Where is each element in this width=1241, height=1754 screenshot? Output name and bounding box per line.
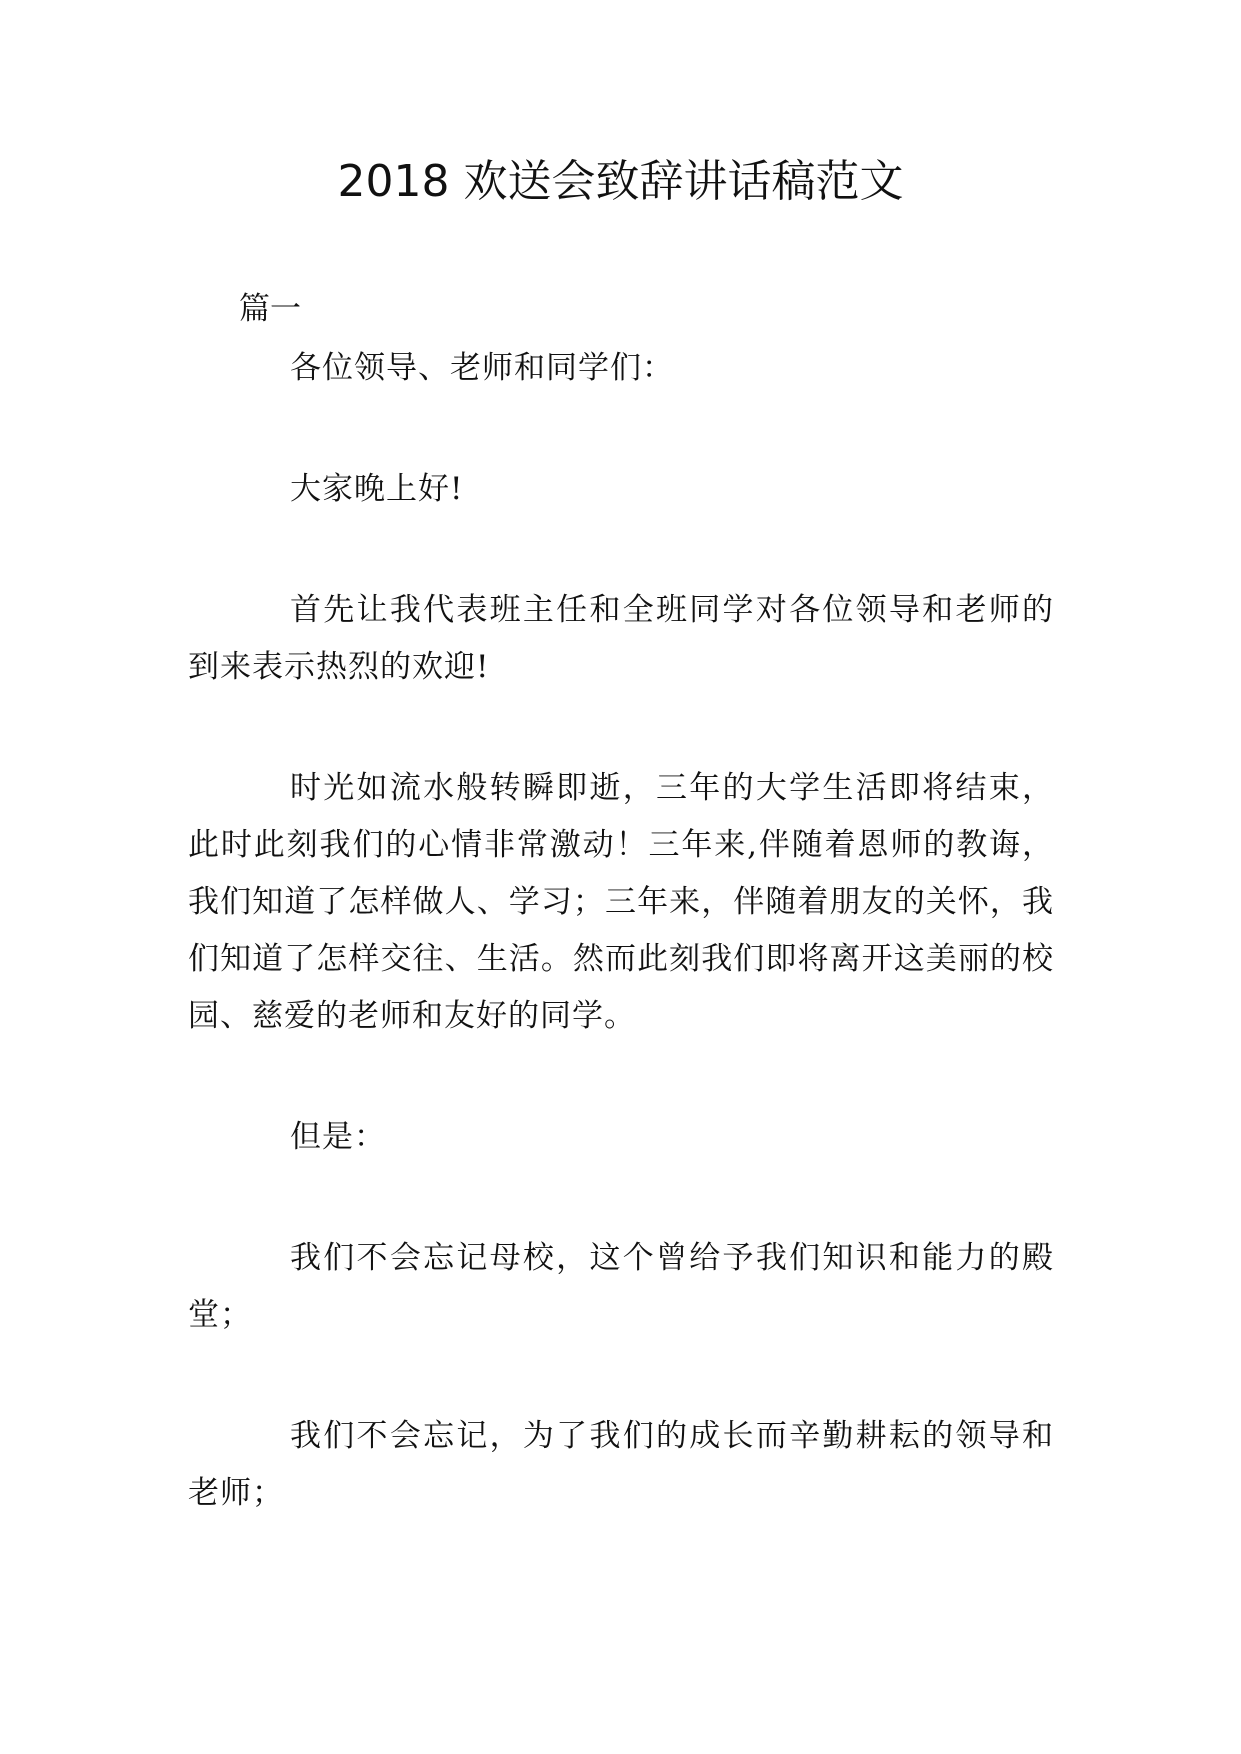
paragraph-but: 但是： [290,1119,386,1155]
document-body [188,340,1054,1586]
paragraph-teachers: 我们不会忘记，为了我们的成长而辛勤耕耘的领导和老师； [188,1418,1054,1511]
paragraph-alma-mater: 我们不会忘记母校，这个曾给予我们知识和能力的殿堂； [188,1240,1054,1333]
paragraph-good-evening: 大家晚上好! [290,471,464,507]
paragraph-three-years: 时光如流水般转瞬即逝，三年的大学生活即将结束，此时此刻我们的心情非常激动！三年来,伴随着恩师的教诲，我们知道了怎样做人、学习；三年来，伴随着朋友的关怀，我们知道了怎样交往、生活。然而此刻我们即将离开这美丽的校园、慈爱的老师和友好的同学。 [188,770,1054,1034]
paragraph-greeting: 各位领导、老师和同学们： [290,350,674,386]
section-label: 篇一 [239,291,301,327]
paragraph-welcome: 首先让我代表班主任和全班同学对各位领导和老师的到来表示热烈的欢迎! [188,592,1054,685]
document-title: 2018 欢送会致辞讲话稿范文 [337,156,904,207]
